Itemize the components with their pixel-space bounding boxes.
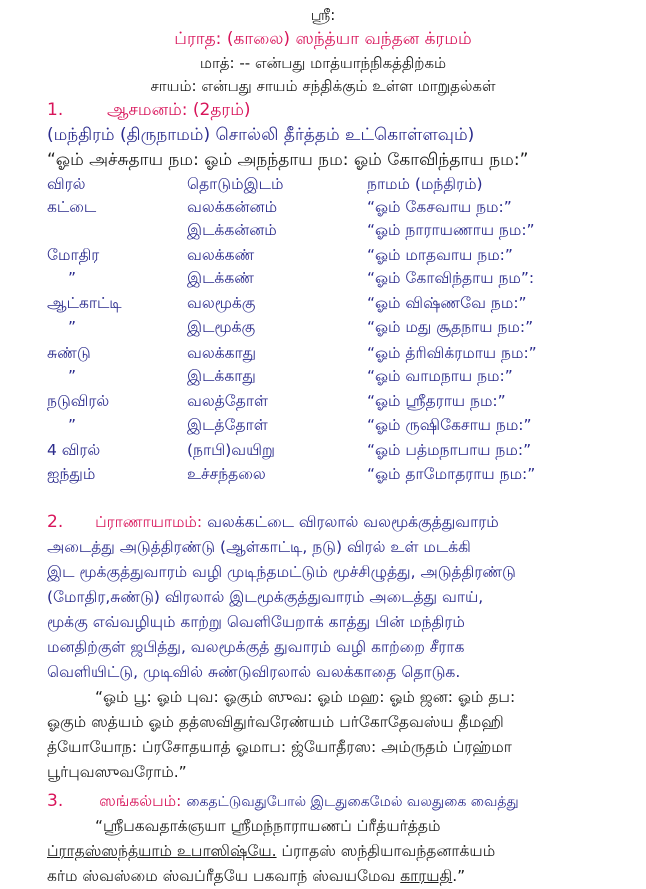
header-note-madhyanhikam: மாத்: -- என்பது மாத்யாந்நிகத்திற்கம் [199, 54, 447, 72]
cell-name: “ஓம் கேசவாய நம:” [367, 198, 512, 216]
section-1-mantra: “ஓம் அச்சுதாய நம: ஓம் அநந்தாய நம: ஓம் கோவிந்தாய நம:” [47, 150, 529, 170]
cell-finger: ஐந்தும் [47, 465, 96, 483]
cell-place: இடத்தோள் [187, 416, 268, 434]
cell-name: “ஓம் தாமோதராய நம:” [367, 465, 536, 483]
table-row [0, 416, 646, 438]
table-row [0, 367, 646, 389]
cell-name: “ஓம் ருஷிகேசாய நம:” [367, 416, 532, 434]
table-row [0, 344, 646, 366]
cell-finger-ditto: ” [68, 416, 77, 434]
cell-place: உச்சந்தலை [187, 465, 266, 483]
section-2-number: 2. [47, 512, 64, 532]
sankalpam-line: “ஸ்ரீபகவதாக்ஞயா ஸ்ரீமந்நாராயணப் ப்ரீத்யர்த்தம் [95, 817, 441, 835]
mantra-line: த்யோயோந: ப்ரசோதயாத் ஓமாப: ஜ்யோதீரஸ: அம்ருதம் ப்ரஹ்மா [47, 738, 512, 756]
section-2-line: அடைத்து அடுத்திரண்டு (ஆள்காட்டி, நடு) விரல் உள் மடக்கி [47, 538, 471, 556]
mantra-line: ஓகும் ஸத்யம் ஓம் தத்ஸவிதுர்வரேண்யம் பர்கோதேவஸ்ய தீமஹி [47, 713, 504, 731]
section-2-line: மனதிற்குள் ஜபித்து, வலமூக்குத் துவாரம் வழி காற்றை சீராக [47, 638, 465, 656]
section-3-instruction: கைதட்டுவதுபோல் இடதுகைமேல் வலதுகை வைத்து [186, 794, 519, 810]
cell-name: “ஓம் மாதவாய நம:” [367, 246, 513, 264]
column-header-finger: விரல் [47, 175, 86, 193]
gayatri-mantra-block [47, 685, 617, 785]
sankalpam-block [47, 814, 617, 889]
section-2-line: வலக்கட்டை விரலால் வலமூக்குத்துவாரம் [207, 513, 499, 531]
section-1-heading: ஆசமனம்: (2தரம்) [107, 100, 251, 120]
section-1-number: 1. [47, 100, 64, 120]
column-header-place: தொடும்இடம் [187, 175, 284, 193]
section-2-line: (மோதிர,சுண்டு) விரலால் இடமூக்குத்துவாரம் அடைத்து வாய், [47, 588, 484, 606]
section-2-line: இட மூக்குத்துவாரம் வழி முடிந்தமட்டும் மூச்சிழுத்து, அடுத்திரண்டு [47, 563, 516, 581]
sankalpam-underlined: காரயதி [400, 867, 453, 885]
table-row [0, 441, 646, 463]
cell-place: வலக்கண் [187, 246, 255, 264]
section-2-line: மூக்கு எவ்வழியும் காற்று வெளியேறாக் காத்து பின் மந்திரம் [47, 613, 465, 631]
cell-place: இடமூக்கு [187, 318, 256, 336]
cell-place: வலமூக்கு [187, 294, 256, 312]
table-header-row [0, 175, 646, 197]
cell-finger-ditto: ” [68, 367, 77, 385]
page-title: ப்ராத: (காலை) ஸந்த்யா வந்தன க்ரமம் [174, 29, 472, 49]
cell-finger: சுண்டு [47, 344, 91, 362]
sankalpam-underlined: ப்ராதஸ்ஸந்த்யாம் உபாஸிஷ்யே. [47, 842, 277, 860]
table-row [0, 246, 646, 268]
cell-place: வலத்தோள் [187, 392, 268, 410]
sankalpam-line: கர்ம ஸ்வஸ்மை ஸ்வப்ரீதயே பகவாந் ஸ்வயமேவ காரயதி.” [47, 867, 466, 885]
sankalpam-line: ப்ராதஸ்ஸந்த்யாம் உபாஸிஷ்யே. ப்ராதஸ் ஸந்தியாவந்தனாக்யம் [47, 842, 496, 860]
section-1-instruction: (மந்திரம் (திருநாமம்) சொல்லி தீர்த்தம் உட்கொள்ளவும்) [47, 125, 475, 145]
section-3-header [47, 791, 519, 811]
cell-place: வலக்கன்னம் [187, 198, 278, 216]
cell-finger: நடுவிரல் [47, 392, 110, 410]
cell-name: “ஓம் நாராயணாய நம:” [367, 221, 535, 239]
section-3-number: 3. [47, 791, 64, 811]
cell-place: இடக்காது [187, 367, 256, 385]
section-2-line: வெளியிட்டு, முடிவில் சுண்டுவிரலால் வலக்காதை தொடுக. [47, 663, 461, 681]
table-row [0, 392, 646, 414]
sri-heading: ஸ்ரீ: [310, 6, 336, 24]
cell-name: “ஓம் ஸ்ரீதராய நம:” [367, 392, 506, 410]
cell-finger: கட்டை [47, 198, 97, 216]
cell-place: இடக்கண் [187, 269, 254, 287]
table-row [0, 318, 646, 340]
cell-name: “ஓம் மது சூதநாய நம:” [367, 318, 534, 336]
cell-name: “ஓம் கோவிந்தாய நம”: [367, 269, 535, 287]
cell-name: “ஓம் பத்மநாபாய நம:” [367, 441, 532, 459]
cell-place: வலக்காது [187, 344, 257, 362]
cell-finger-ditto: ” [68, 318, 77, 336]
table-row [0, 294, 646, 316]
cell-name: “ஓம் விஷ்ணவே நம:” [367, 294, 527, 312]
table-row [0, 465, 646, 487]
mantra-line: “ஓம் பூ: ஓம் புவ: ஓகும் ஸுவ: ஓம் மஹ: ஓம் ஜன: ஓம் தப: [95, 688, 516, 706]
section-2-body [47, 510, 617, 685]
section-2-heading: ப்ராணாயாமம்: [95, 513, 203, 531]
cell-finger: ஆட்காட்டி [47, 294, 122, 312]
column-header-name: நாமம் (மந்திரம்) [367, 175, 483, 193]
cell-place: (நாபி)வயிறு [187, 441, 275, 459]
cell-place: இடக்கன்னம் [187, 221, 277, 239]
table-row [0, 269, 646, 291]
section-2-first-line [47, 510, 617, 535]
section-3-heading: ஸங்கல்பம்: [99, 792, 182, 810]
table-row [0, 198, 646, 220]
mantra-line: பூர்புவஸுவரோம்.” [47, 763, 187, 781]
cell-finger: 4 விரல் [47, 441, 101, 459]
cell-name: “ஓம் த்ரிவிக்ரமாய நம:” [367, 344, 537, 362]
cell-name: “ஓம் வாமநாய நம:” [367, 367, 513, 385]
cell-finger-ditto: ” [68, 269, 77, 287]
header-note-sayam: சாயம்: என்பது சாயம் சந்திக்கும் உள்ள மாறுதல்கள் [150, 77, 496, 95]
table-row [0, 221, 646, 243]
cell-finger: மோதிர [47, 246, 100, 264]
